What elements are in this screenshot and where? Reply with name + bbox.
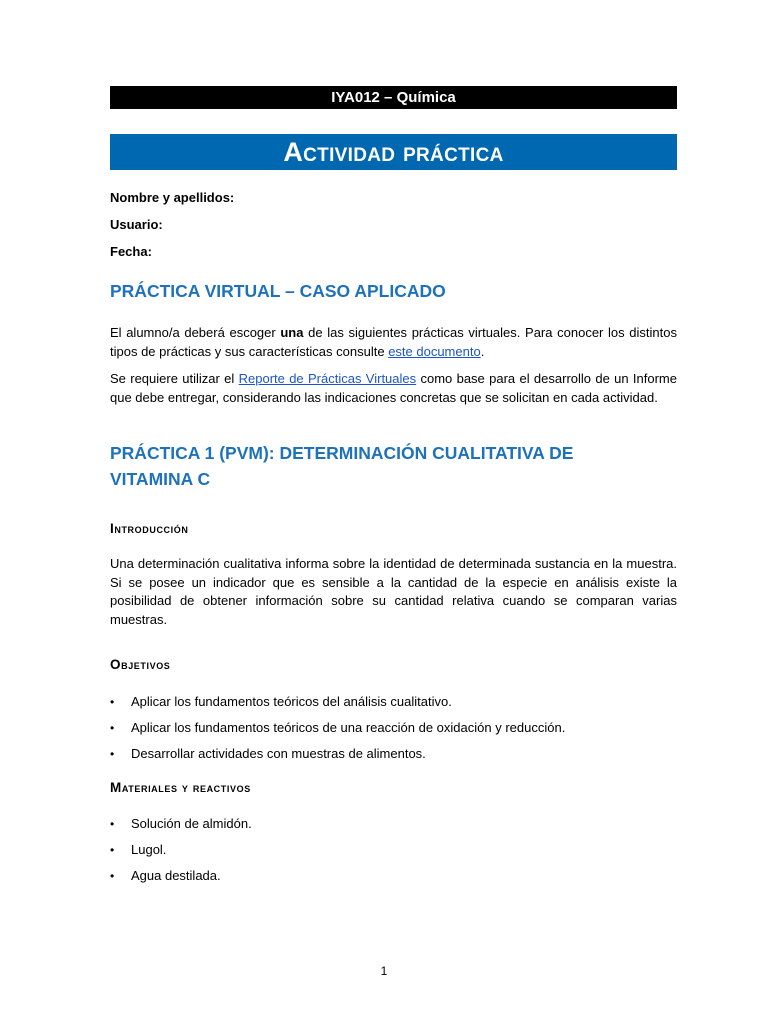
bullet-icon: •: [110, 695, 115, 709]
objectives-heading: Objetivos: [110, 657, 171, 672]
paragraph-text: Se requiere utilizar el: [110, 371, 239, 386]
paragraph-text: El alumno/a deberá escoger: [110, 325, 281, 340]
list-item: [110, 867, 677, 885]
student-fields: [110, 189, 677, 261]
list-item-text: Agua destilada.: [131, 868, 221, 883]
list-item-text: Aplicar los fundamentos teóricos del análisis cualitativo.: [131, 694, 452, 709]
document-page: [110, 86, 677, 893]
practice1-heading: PRÁCTICA 1 (PVM): DETERMINACIÓN CUALITATIVA DE VITAMINA C: [110, 443, 574, 489]
link-este-documento[interactable]: este documento: [388, 343, 481, 359]
field-date-label: Fecha:: [110, 244, 152, 259]
bullet-icon: •: [110, 869, 115, 883]
list-item-text: Aplicar los fundamentos teóricos de una reacción de oxidación y reducción.: [131, 720, 566, 735]
document-title: Actividad práctica: [110, 134, 677, 170]
paragraph-report: [110, 370, 677, 407]
link-reporte-practicas[interactable]: Reporte de Prácticas Virtuales: [238, 371, 417, 386]
bullet-icon: •: [110, 817, 115, 831]
paragraph-text: de las siguientes prácticas virtuales. Para conocer los distintos tipos de prácticas y sus características consulte: [110, 325, 677, 359]
emphasis-una: una: [280, 325, 304, 340]
paragraph-instructions: [110, 324, 677, 361]
bullet-icon: •: [110, 843, 115, 857]
materials-list: [110, 815, 677, 885]
paragraph-text: como base para el desarrollo de un Informe que debe entregar, considerando las indicaciones concretas que se solicitan en cada actividad.: [110, 371, 677, 405]
intro-paragraph: Una determinación cualitativa informa sobre la identidad de determinada sustancia en la muestra. Si se posee un indicador que es sensible a la cantidad de la especie en análisis existe la posibilidad de obtener información sobre su cantidad relativa cuando se comparan varias muestras.: [110, 556, 677, 627]
list-item: [110, 841, 677, 859]
list-item: [110, 745, 677, 763]
list-item-text: Lugol.: [131, 842, 167, 857]
bullet-icon: •: [110, 747, 115, 761]
bullet-icon: •: [110, 721, 115, 735]
paragraph-text: .: [480, 343, 485, 359]
page-number: 1: [380, 964, 388, 978]
course-header: IYA012 – Química: [110, 86, 677, 109]
list-item: [110, 693, 677, 711]
intro-heading: Introducción: [110, 521, 189, 536]
list-item: [110, 719, 677, 737]
list-item: [110, 815, 677, 833]
field-user-label: Usuario:: [110, 217, 163, 232]
section-heading-virtual-practice: PRÁCTICA VIRTUAL – CASO APLICADO: [110, 281, 446, 301]
objectives-list: [110, 693, 677, 763]
materials-heading: Materiales y reactivos: [110, 780, 251, 795]
field-name-label: Nombre y apellidos:: [110, 190, 235, 205]
list-item-text: Solución de almidón.: [131, 816, 252, 831]
list-item-text: Desarrollar actividades con muestras de alimentos.: [131, 746, 426, 761]
